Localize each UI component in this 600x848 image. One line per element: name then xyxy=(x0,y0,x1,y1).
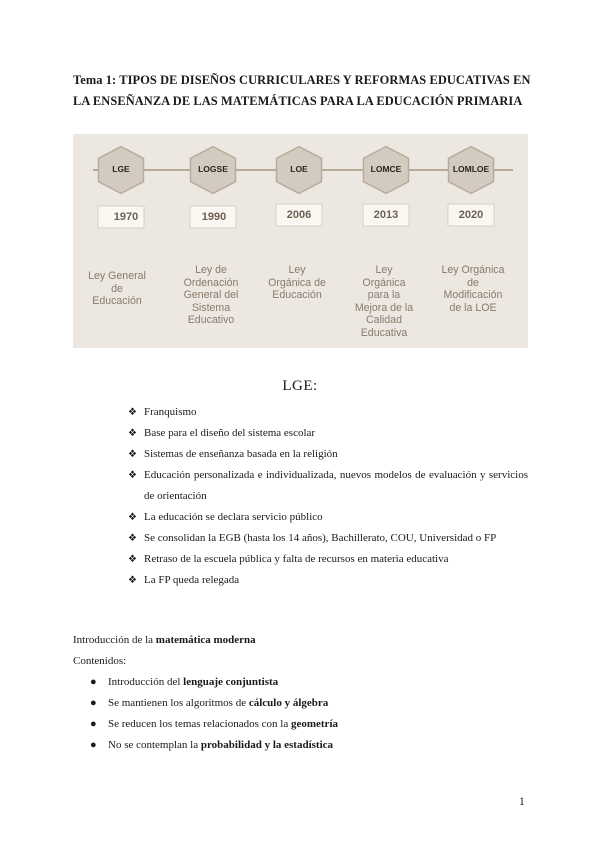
year-1990: 1990 xyxy=(201,211,227,223)
list-item xyxy=(128,570,528,591)
law-acronym-lge: LGE xyxy=(112,164,130,174)
law-acronym-logse: LOGSE xyxy=(198,164,228,174)
diamond-bullet-icon: ❖ xyxy=(128,470,137,481)
desc-line: General del xyxy=(183,289,239,302)
desc-line: Sistema xyxy=(191,301,231,314)
desc-line: Calidad xyxy=(366,314,402,327)
list-item xyxy=(90,672,338,693)
list-item-bold: lenguaje conjuntista xyxy=(183,676,279,688)
bullet-dot-icon: ● xyxy=(90,718,97,730)
list-item-text: Franquismo xyxy=(144,406,197,418)
list-item xyxy=(90,735,338,756)
desc-line: Ley Orgánica xyxy=(441,264,505,276)
list-item xyxy=(128,402,528,423)
desc-line: Mejora de la xyxy=(354,301,414,314)
desc-line: para la xyxy=(367,289,401,302)
diamond-bullet-icon: ❖ xyxy=(128,533,137,544)
list-item-text: Se mantienen los algoritmos de xyxy=(108,697,249,709)
list-item-text: Se consolidan la EGB (hasta los 14 años), Bachillerato, COU, Universidad o FP xyxy=(144,532,497,544)
list-item xyxy=(128,423,528,444)
diamond-bullet-icon: ❖ xyxy=(128,554,137,565)
list-item xyxy=(128,549,528,570)
desc-line: Educativo xyxy=(187,314,235,327)
desc-line: Ley xyxy=(288,264,306,276)
law-acronym-lomce: LOMCE xyxy=(370,164,402,174)
list-item xyxy=(90,714,338,735)
law-description-lge xyxy=(77,270,157,308)
title-line-1: Tema 1: TIPOS DE DISEÑOS CURRICULARES Y REFORMAS EDUCATIVAS EN xyxy=(73,73,531,87)
diamond-bullet-icon: ❖ xyxy=(128,428,137,439)
bullet-dot-icon: ● xyxy=(90,676,97,688)
lge-features-list xyxy=(128,402,528,591)
intro-bold: matemática moderna xyxy=(155,634,256,646)
list-item xyxy=(90,693,338,714)
list-item-bold: probabilidad y la estadística xyxy=(200,739,334,751)
list-item-text: No se contemplan la xyxy=(108,739,201,751)
desc-line: Modificación xyxy=(443,289,503,302)
title-line-2: LA ENSEÑANZA DE LAS MATEMÁTICAS PARA LA EDUCACIÓN PRIMARIA xyxy=(73,94,523,108)
list-item-text: Introducción del xyxy=(108,676,184,688)
list-item xyxy=(128,465,528,507)
desc-line: Educación xyxy=(272,289,322,302)
year-2006: 2006 xyxy=(286,209,312,221)
law-description-lomce xyxy=(344,264,424,340)
list-item-text: La FP queda relegada xyxy=(144,574,240,586)
law-description-loe xyxy=(257,264,337,302)
bullet-dot-icon: ● xyxy=(90,739,97,751)
list-item xyxy=(128,444,528,465)
law-description-lomloe xyxy=(433,264,513,314)
law-description-logse xyxy=(171,264,251,327)
list-item xyxy=(128,528,528,549)
diamond-bullet-icon: ❖ xyxy=(128,407,137,418)
list-item-bold: geometría xyxy=(290,718,338,730)
diamond-bullet-icon: ❖ xyxy=(128,575,137,586)
intro-paragraph xyxy=(73,630,256,672)
desc-line: Ordenación xyxy=(183,276,239,289)
bullet-dot-icon: ● xyxy=(90,697,97,709)
list-item-text: Retraso de la escuela pública y falta de recursos en materia educativa xyxy=(144,553,449,565)
section-heading-lge: LGE: xyxy=(282,378,318,394)
contents-label: Contenidos: xyxy=(73,655,127,667)
intro-prefix: Introducción de la xyxy=(73,634,156,646)
education-laws-timeline xyxy=(73,134,528,348)
desc-line: Ley xyxy=(375,264,393,276)
page-number: 1 xyxy=(519,796,525,808)
law-acronym-lomloe: LOMLOE xyxy=(452,164,490,174)
desc-line: de la LOE xyxy=(449,301,497,314)
list-item-text: Educación personalizada e individualizada, nuevos modelos de evaluación y servicios de orientación xyxy=(144,469,528,502)
desc-line: de xyxy=(467,276,479,289)
list-item-text: La educación se declara servicio público xyxy=(144,511,323,523)
diamond-bullet-icon: ❖ xyxy=(128,512,137,523)
year-2013: 2013 xyxy=(373,209,399,221)
law-acronym-loe: LOE xyxy=(290,164,308,174)
diamond-bullet-icon: ❖ xyxy=(128,449,137,460)
list-item-text: Base para el diseño del sistema escolar xyxy=(144,427,316,439)
desc-line: Ley de xyxy=(195,264,227,276)
year-2020: 2020 xyxy=(458,209,484,221)
page-title xyxy=(73,70,533,112)
intro-line xyxy=(73,630,256,651)
list-item-bold: cálculo y álgebra xyxy=(248,697,329,709)
list-item-text: Sistemas de enseñanza basada en la religión xyxy=(144,448,338,460)
desc-line: Educación xyxy=(92,295,142,308)
desc-line: Ley General xyxy=(88,270,146,282)
list-item xyxy=(128,507,528,528)
year-1970: 1970 xyxy=(113,211,139,223)
desc-line: Orgánica de xyxy=(268,276,326,289)
contents-list xyxy=(90,672,338,756)
desc-line: de xyxy=(111,282,123,295)
list-item-text: Se reducen los temas relacionados con la xyxy=(108,718,291,730)
desc-line: Educativa xyxy=(360,326,408,339)
desc-line: Orgánica xyxy=(362,276,406,289)
